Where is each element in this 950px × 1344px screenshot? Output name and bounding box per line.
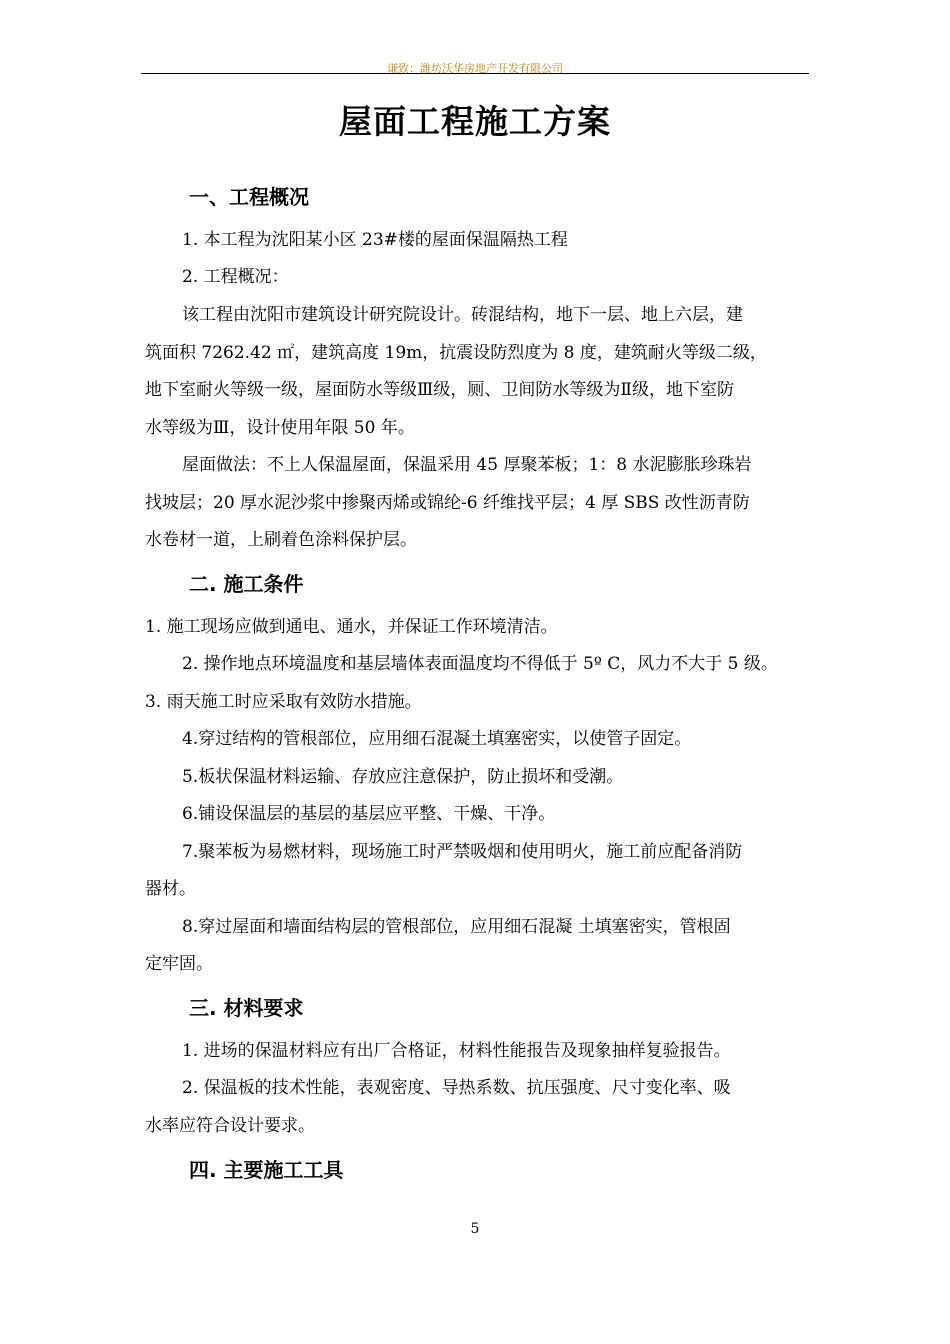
list-item: 2. 保温板的技术性能，表观密度、导热系数、抗压强度、尺寸变化率、吸 (182, 1078, 731, 1098)
header-divider (141, 73, 809, 74)
list-item: 8.穿过屋面和墙面结构层的管根部位，应用细石混凝 土填塞密实，管根固 (182, 917, 731, 937)
paragraph-line: 屋面做法：不上人保温屋面，保温采用 45 厚聚苯板；1：8 水泥膨胀珍珠岩 (182, 455, 752, 475)
list-item-continuation: 器材。 (145, 879, 196, 899)
list-item: 2. 工程概况： (182, 267, 289, 287)
section-heading-materials: 三. 材料要求 (189, 996, 304, 1020)
paragraph-line: 地下室耐火等级一级，屋面防水等级Ⅲ级，厕、卫间防水等级为Ⅱ级，地下室防 (145, 380, 734, 400)
page-number: 5 (470, 1221, 480, 1237)
page-header-company: 谦致：潍坊沃华房地产开发有限公司 (387, 62, 563, 75)
section-heading-tools: 四. 主要施工工具 (189, 1158, 344, 1182)
list-item: 7.聚苯板为易燃材料，现场施工时严禁吸烟和使用明火，施工前应配备消防 (182, 842, 743, 862)
document-title: 屋面工程施工方案 (339, 102, 611, 141)
paragraph-line: 水卷材一道，上刷着色涂料保护层。 (145, 530, 417, 550)
list-item-continuation: 水率应符合设计要求。 (145, 1116, 315, 1136)
paragraph-line: 找坡层；20 厚水泥沙浆中掺聚丙烯或锦纶-6 纤维找平层；4 厚 SBS 改性沥青防 (145, 493, 750, 513)
list-item-continuation: 定牢固。 (145, 954, 213, 974)
list-item: 1. 进场的保温材料应有出厂合格证，材料性能报告及现象抽样复验报告。 (182, 1041, 731, 1061)
list-item: 4.穿过结构的管根部位，应用细石混凝土填塞密实，以使管子固定。 (182, 729, 692, 749)
list-item: 1. 本工程为沈阳某小区 23#楼的屋面保温隔热工程 (182, 230, 568, 250)
list-item: 1. 施工现场应做到通电、通水，并保证工作环境清洁。 (145, 617, 558, 637)
paragraph-line: 水等级为Ⅲ，设计使用年限 50 年。 (145, 418, 415, 438)
section-heading-conditions: 二. 施工条件 (189, 572, 304, 596)
section-heading-overview: 一、工程概况 (189, 185, 309, 209)
paragraph-line: 筑面积 7262.42 ㎡，建筑高度 19m，抗震设防烈度为 8 度，建筑耐火等级二级， (145, 343, 767, 363)
list-item: 3. 雨天施工时应采取有效防水措施。 (145, 692, 422, 712)
list-item: 6.铺设保温层的基层的基层应平整、干燥、干净。 (182, 804, 556, 824)
paragraph-line: 该工程由沈阳市建筑设计研究院设计。砖混结构，地下一层、地上六层，建 (182, 305, 743, 325)
list-item: 2. 操作地点环境温度和基层墙体表面温度均不得低于 5º C，风力不大于 5 级。 (182, 654, 778, 674)
list-item: 5.板状保温材料运输、存放应注意保护，防止损坏和受潮。 (182, 767, 624, 787)
